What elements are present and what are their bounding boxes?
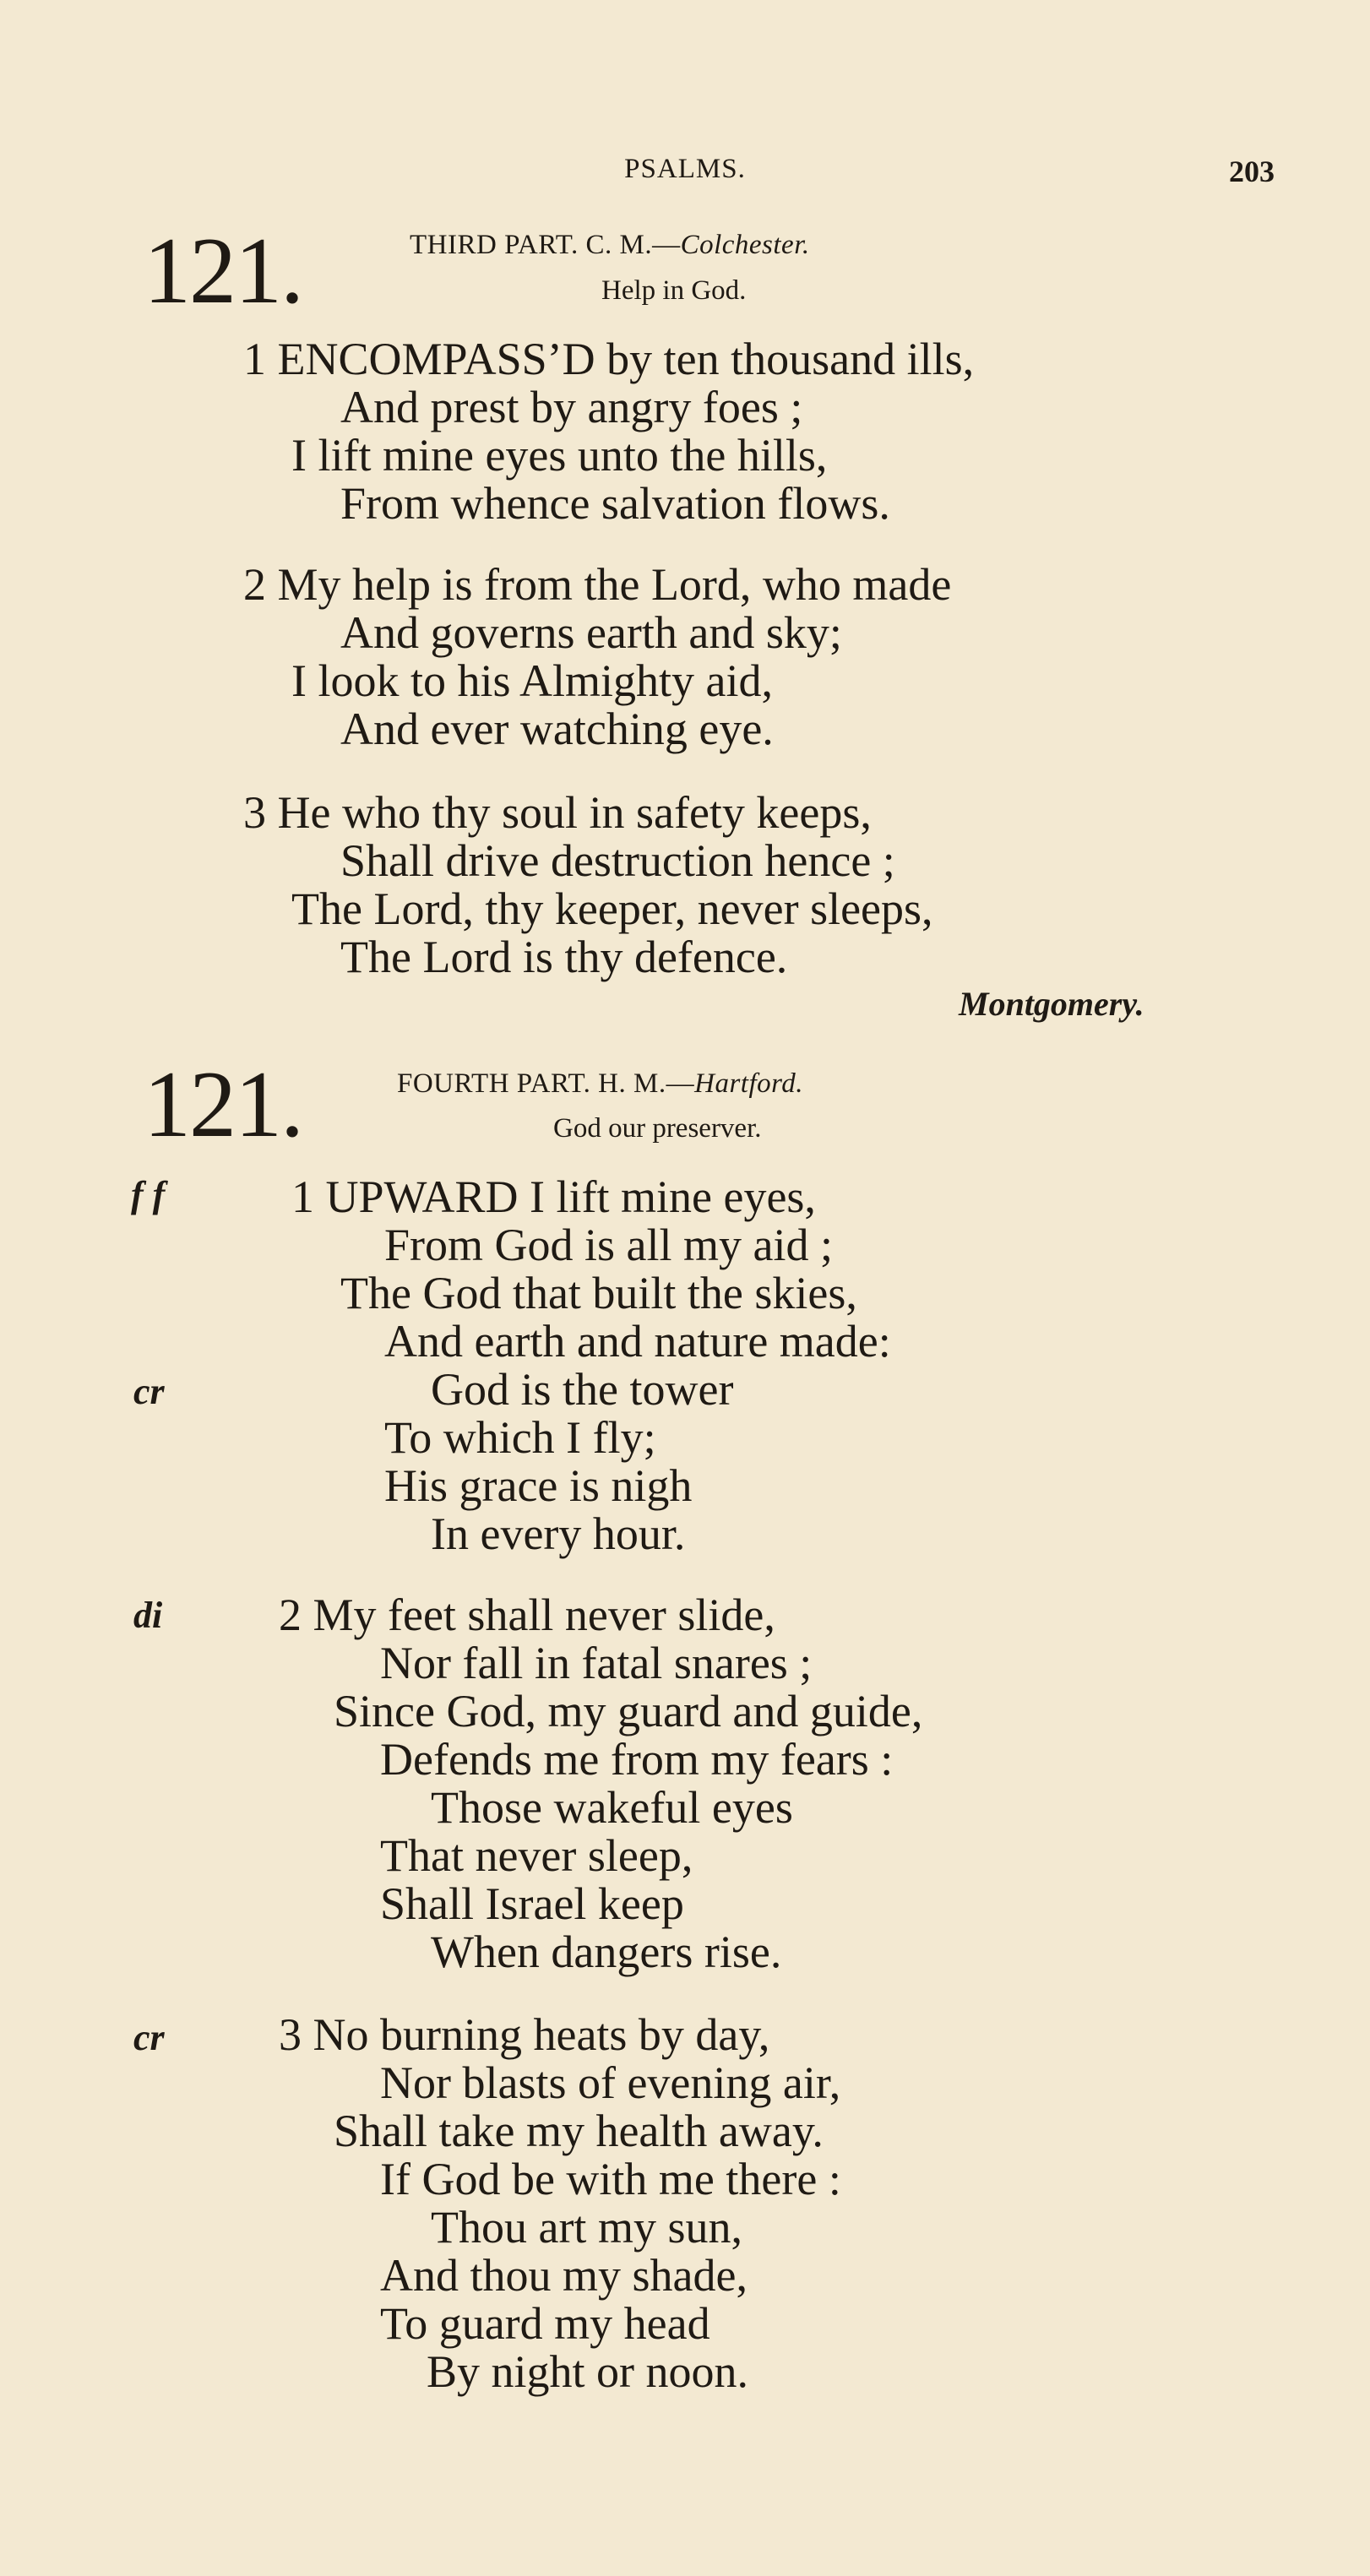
verse-line: Nor blasts of evening air, bbox=[380, 2057, 841, 2108]
hymn-tune: Hartford. bbox=[694, 1068, 803, 1099]
hymn-subtitle: Help in God. bbox=[601, 275, 747, 306]
verse-line: 1 UPWARD I lift mine eyes, bbox=[291, 1171, 816, 1222]
verse-line: 2 My feet shall never slide, bbox=[279, 1590, 775, 1640]
verse-line: Since God, my guard and guide, bbox=[334, 1686, 923, 1736]
hymn-tune: Colchester. bbox=[680, 230, 810, 260]
verse-line: Thou art my sun, bbox=[431, 2202, 742, 2253]
verse-line: To which I fly; bbox=[384, 1412, 656, 1463]
dynamic-marker: cr bbox=[133, 2017, 165, 2058]
dynamic-marker: di bbox=[133, 1595, 163, 1636]
verse-line: From whence salvation flows. bbox=[340, 478, 890, 529]
verse-line: Those wakeful eyes bbox=[431, 1782, 793, 1833]
page-number: 203 bbox=[1229, 155, 1275, 188]
hymn-number: 121. bbox=[144, 219, 302, 323]
dynamic-marker: cr bbox=[133, 1371, 165, 1412]
running-title: PSALMS. bbox=[624, 154, 746, 184]
verse-line: 1 ENCOMPASS’D by ten thousand ills, bbox=[243, 334, 975, 384]
verse-line: 2 My help is from the Lord, who made bbox=[243, 559, 952, 610]
verse-line: If God be with me there : bbox=[380, 2154, 841, 2204]
verse-line: Nor fall in fatal snares ; bbox=[380, 1638, 813, 1688]
hymn-meter-line bbox=[397, 1068, 803, 1100]
verse-line: The God that built the skies, bbox=[340, 1268, 857, 1318]
hymn-meter: THIRD PART. C. M.— bbox=[410, 230, 681, 260]
verse-line: His grace is nigh bbox=[384, 1460, 693, 1511]
hymn-meter: FOURTH PART. H. M.— bbox=[397, 1068, 695, 1099]
verse-line: 3 No burning heats by day, bbox=[279, 2009, 770, 2060]
verse-line: God is the tower bbox=[431, 1364, 734, 1415]
hymn-meter-line bbox=[410, 230, 810, 261]
hymn-number: 121. bbox=[144, 1052, 302, 1157]
verse-line: I lift mine eyes unto the hills, bbox=[291, 430, 828, 481]
verse-line: That never sleep, bbox=[380, 1830, 693, 1881]
dynamic-marker: f f bbox=[131, 1174, 166, 1215]
verse-line: From God is all my aid ; bbox=[384, 1220, 833, 1270]
verse-line: By night or noon. bbox=[427, 2346, 749, 2397]
verse-line: And thou my shade, bbox=[380, 2250, 748, 2301]
verse-line: In every hour. bbox=[431, 1508, 686, 1559]
verse-line: And earth and nature made: bbox=[384, 1316, 891, 1367]
verse-line: The Lord, thy keeper, never sleeps, bbox=[291, 883, 933, 934]
hymn-subtitle: God our preserver. bbox=[553, 1113, 762, 1144]
verse-line: Shall drive destruction hence ; bbox=[340, 835, 895, 886]
verse-line: 3 He who thy soul in safety keeps, bbox=[243, 787, 872, 838]
verse-line: And prest by angry foes ; bbox=[340, 382, 803, 432]
verse-line: Shall Israel keep bbox=[380, 1878, 684, 1929]
verse-line: And ever watching eye. bbox=[340, 704, 774, 754]
verse-line: And governs earth and sky; bbox=[340, 607, 842, 658]
hymn-author: Montgomery. bbox=[959, 985, 1144, 1023]
verse-line: When dangers rise. bbox=[431, 1927, 782, 1977]
verse-line: I look to his Almighty aid, bbox=[291, 655, 774, 706]
verse-line: Shall take my health away. bbox=[334, 2106, 824, 2156]
verse-line: To guard my head bbox=[380, 2298, 710, 2349]
verse-line: Defends me from my fears : bbox=[380, 1734, 894, 1785]
verse-line: The Lord is thy defence. bbox=[340, 932, 788, 982]
